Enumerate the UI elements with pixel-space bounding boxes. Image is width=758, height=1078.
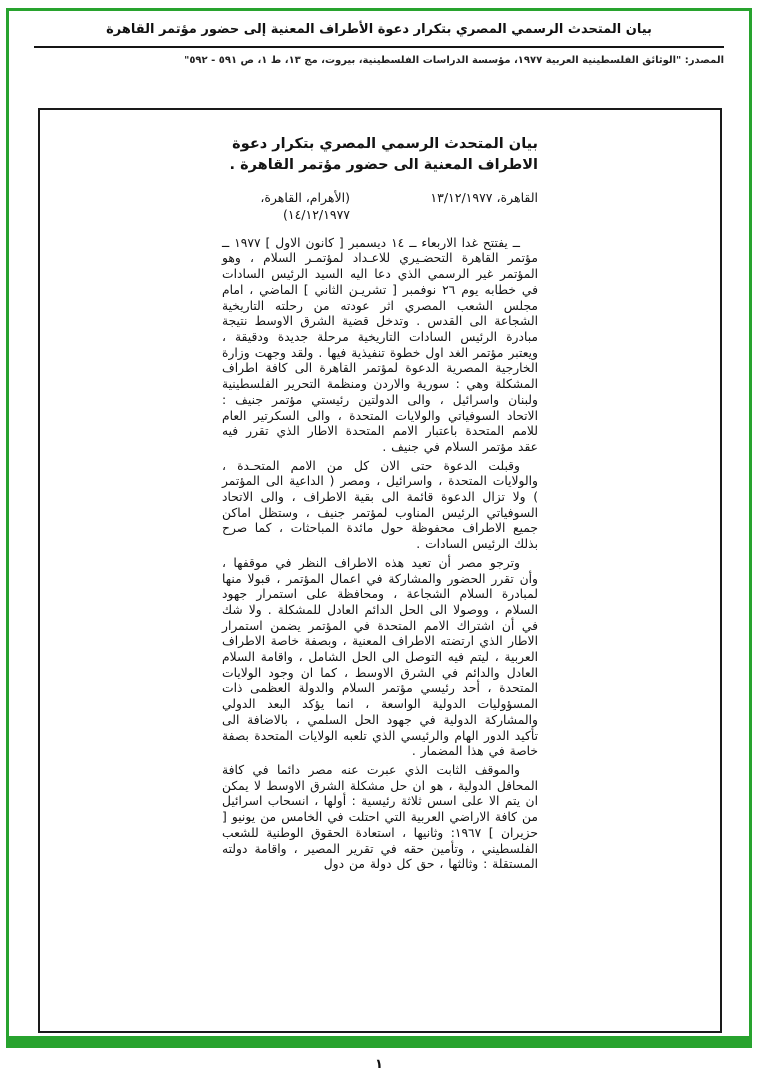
header-title: بيان المتحدث الرسمي المصري بتكرار دعوة الأطراف المعنية إلى حضور مؤتمر القاهرة: [106, 22, 652, 37]
page-header: [34, 22, 724, 66]
dateline-location: القاهرة، ١٣/١٢/١٩٧٧: [430, 190, 538, 206]
source-citation: المصدر: "الوثائق الفلسطينية العربية ١٩٧٧، مؤسسة الدراسات الفلسطينية، بيروت، مج ١٣، ط ١، ص ٥٩١ - ٥٩٢": [184, 55, 724, 66]
document-title: بيان المتحدث الرسمي المصري بتكرار دعوة الاطراف المعنية الى حضور مؤتمر القاهرة .: [229, 136, 538, 174]
paragraph-3: وترجو مصر أن تعيد هذه الاطراف النظر في موقفها ، وأن تقرر الحضور والمشاركة في اعمال المؤتمر ، قبولا منها لمبادرة السلام الشجاعة ، ومحافظة على استمرار جهود السلام ، ووصولا الى الحل الدائم العادل للمشكلة . ولا شك في أن اشتراك الامم المتحدة في المؤتمر يضمن استمرار الاطار الذي ارتضته الاطراف المعنية ، وبصفة خاصة الاطراف العربية ، ليتم فيه التوصل الى الحل الشامل ، واقامة السلام العادل والدائم في الشرق الاوسط ، كما ان وجود الولايات المتحدة ، أحد رئيسي مؤتمر السلام والدولة العظمى ذات المسؤوليات الدولية الواسعة ، انما يؤكد البعد الدولي والمشاركة الدولية في جهود الحل السلمي ، بالاضافة الى تأكيد الدور الهام والرئيسي الذي تلعبه الولايات المتحدة بصفة خاصة في هذا المضمار .: [222, 555, 538, 759]
document-text-column: [222, 134, 538, 876]
dateline-source: (الأهرام، القاهرة، ١٤/١٢/١٩٧٧): [260, 190, 350, 222]
paragraph-2: وقبلت الدعوة حتى الان كل من الامم المتحـدة ، والولايات المتحدة ، واسرائيل ، ومصر ( الداعية الى المؤتمر ) ولا تزال الدعوة قائمة الى بقية الاطراف ، والى الاتحاد السوفياتي الرئيس المناوب لمؤتمر جنيف ، وستظل اماكن جميع الاطراف محفوظة حول مائدة المباحثات ، كما صرح بذلك الرئيس السادات .: [222, 458, 538, 552]
paragraph-4: والموقف الثابت الذي عبرت عنه مصر دائما في كافة المحافل الدولية ، هو ان حل مشكلة الشرق الاوسط لا يمكن ان يتم الا على اسس ثلاثة رئيسية : أولها ، انسحاب اسرائيل من كافة الاراضي العربية التي احتلت في الخامس من يونيو [ حزيران ] ١٩٦٧: وثانيها ، استعادة الحقوق الوطنية للشعب الفلسطيني ، وتأمين حقه في تقرير المصير ، واقامة دولته المستقلة : وثالثها ، حق كل دولة من دول: [222, 762, 539, 872]
header-divider: [34, 46, 724, 48]
paragraph-1: ــ يفتتح غدا الاربعاء ــ ١٤ ديسمبر [ كانون الاول ] ١٩٧٧ ــ مؤتمر القاهرة التحضـيري للاعـداد لمؤتمـر السلام ، وهو المؤتمر غير الرسمي الذي دعا اليه السيد الرئيس السادات في خطابه يوم ٢٦ نوفمبر [ تشريـن الثاني ] الماضي ، امام مجلس الشعب المصري اثر عودته من رحلته التاريخية الشجاعة الى القدس . وتدخل قضية الشرق الاوسط نتيجة مبادرة الرئيس السادات التاريخية مرحلة جديدة ودقيقة ، ويعتبر مؤتمر الغد اول خطوة تنفيذية فيها . ولقد وجهت وزارة الخارجية المصرية الدعوة لمؤتمر القاهرة الى كافة اطراف المشكلة وهي : سورية والاردن ومنظمة التحرير الفلسطينية ولبنان واسرائيل ، والى الدولتين رئيستي مؤتمر جنيف : الاتحاد السوفياتي والولايات المتحدة ، والى السكرتير العام للامم المتحدة باعتبار الامم المتحدة الاطار الذي تقرر فيه عقد مؤتمر السلام في جنيف .: [222, 235, 538, 454]
page-number: ١: [375, 1057, 383, 1072]
dateline-row: [222, 190, 538, 224]
document-box: [38, 108, 722, 1033]
